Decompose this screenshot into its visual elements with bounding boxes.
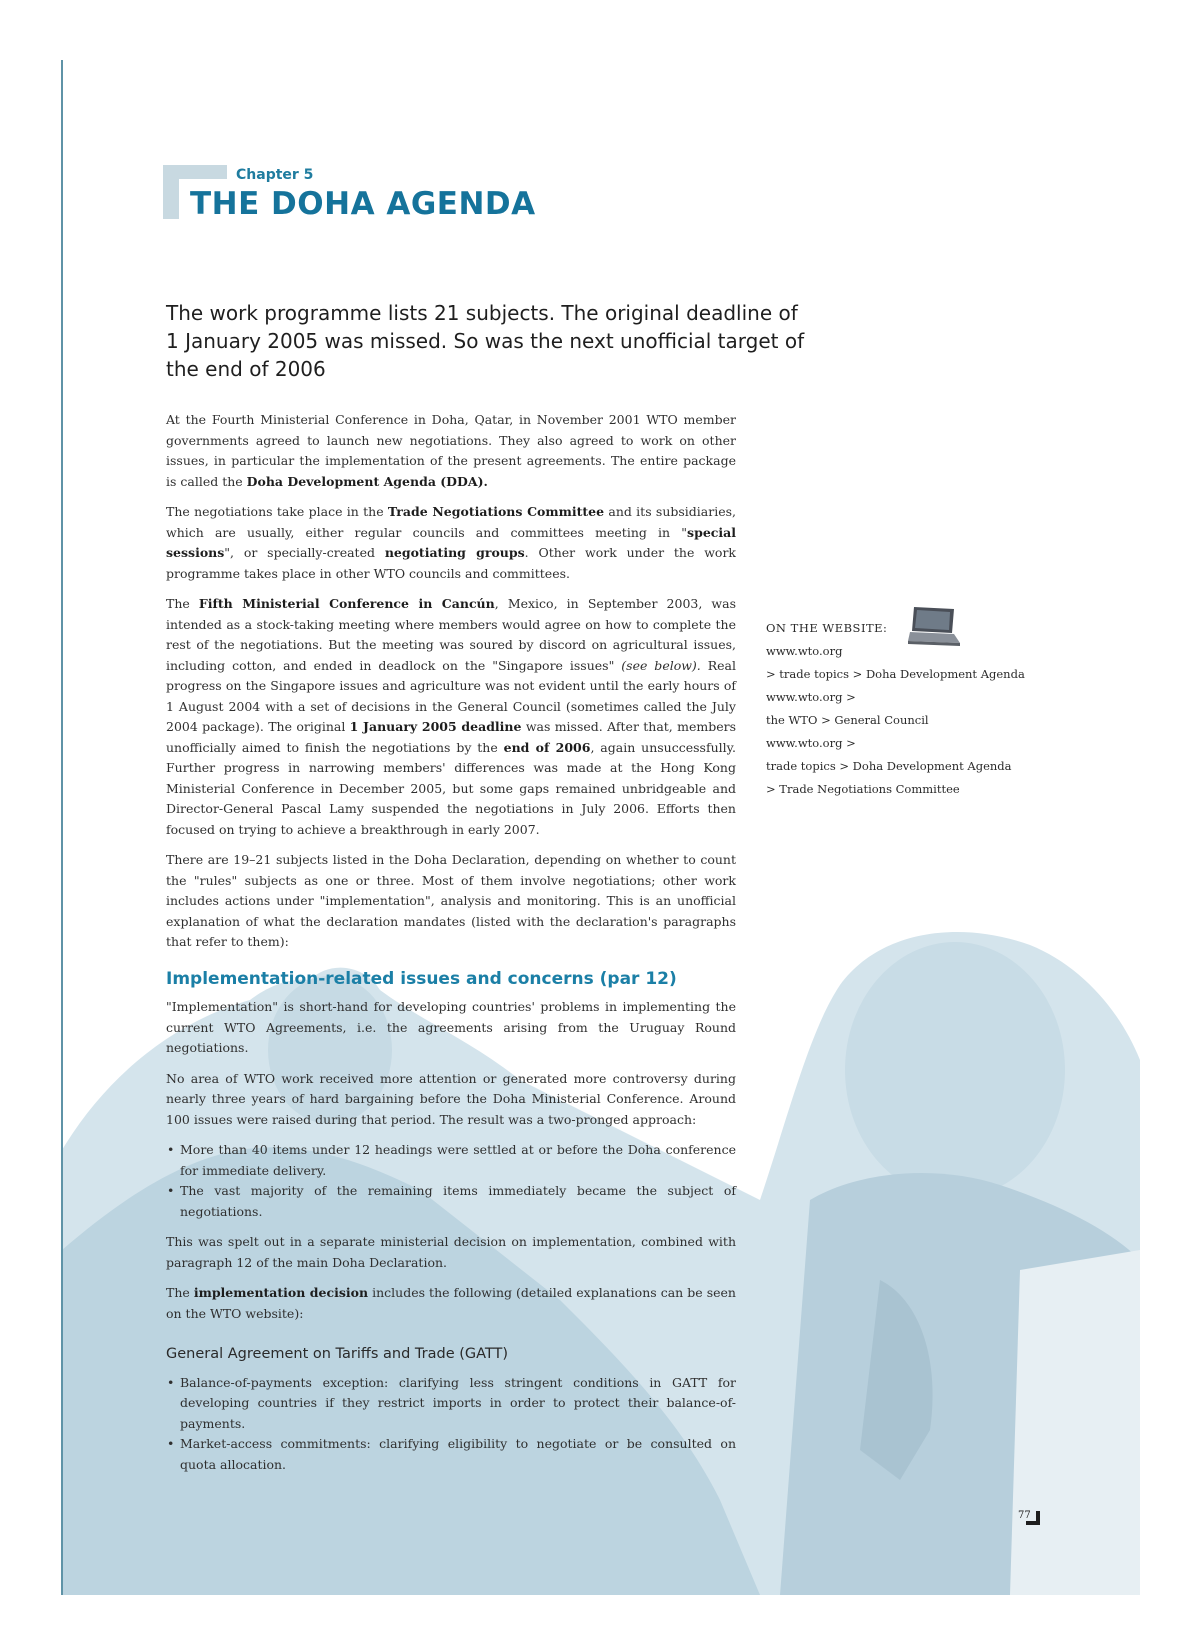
list-item: • Balance-of-payments exception: clarifying less stringent conditions in GATT for developing countries if they restrict imports in order to protect their balance-of-payments. <box>166 1373 736 1435</box>
implementation-paragraph-3: This was spelt out in a separate ministerial decision on implementation, combined with paragraph 12 of the main Doha Declaration. <box>166 1234 736 1270</box>
page-number: 77 <box>1018 1510 1031 1521</box>
sidebar-link-path: trade topics > Doha Development Agenda <box>766 759 1012 773</box>
sidebar-link-path: > Trade Negotiations Committee <box>766 782 960 796</box>
chapter-label: Chapter 5 <box>236 167 314 183</box>
list-item: • More than 40 items under 12 headings were settled at or before the Doha conference for immediate delivery. <box>166 1140 736 1181</box>
gatt-bullet-list <box>166 1373 736 1476</box>
gatt-heading: General Agreement on Tariffs and Trade (GATT) <box>166 1346 509 1362</box>
intro-paragraph-3: The Fifth Ministerial Conference in Cancún, Mexico, in September 2003, was intended as a stock-taking meeting where members would agree on how to complete the rest of the negotiations. But the meeting was soured by discord on agricultural issues, including cotton, and ended in deadlock on the "Singapore issues" (see below). Real progress on the Singapore issues and agriculture was not evident until the early hours of 1 August 2004 with a set of decisions in the General Council (sometimes called the July 2004 package). The original 1 January 2005 deadline was missed. After that, members unofficially aimed to finish the negotiations by the end of 2006, again unsuccessfully. Further progress in narrowing members' differences was made at the Hong Kong Ministerial Conference in December 2005, but some gaps remained unbridgeable and Director-General Pascal Lamy suspended the negotiations in July 2006. Efforts then focused on trying to achieve a breakthrough in early 2007. <box>166 596 737 837</box>
sidebar-link[interactable]: www.wto.org <box>766 644 843 658</box>
sidebar-link[interactable]: www.wto.org > <box>766 690 856 704</box>
main-column <box>166 410 736 1485</box>
page-corner-icon <box>1026 1511 1040 1525</box>
intro-paragraph-1: At the Fourth Ministerial Conference in Doha, Qatar, in November 2001 WTO member governments agreed to launch new negotiations. They also agreed to work on other issues, in particular the implementation of the present agreements. The entire package is called the Doha Development Agenda (DDA). <box>166 412 736 489</box>
sidebar-link-path: > trade topics > Doha Development Agenda <box>766 667 1025 681</box>
implementation-paragraph-2: No area of WTO work received more attention or generated more controversy during nearly three years of hard bargaining before the Doha Ministerial Conference. Around 100 issues were raised during that period. The result was a two-pronged approach: <box>166 1070 736 1127</box>
sidebar-link-path: the WTO > General Council <box>766 713 929 727</box>
chapter-title: THE DOHA AGENDA <box>190 186 536 222</box>
lead-summary: The work programme lists 21 subjects. The original deadline of 1 January 2005 was missed. So was the next unofficial target of the end of 2006 <box>166 301 805 381</box>
page-edge-rule <box>61 60 63 1595</box>
intro-paragraph-2: The negotiations take place in the Trade Negotiations Committee and its subsidiaries, which are usually, either regular councils and committees meeting in "special sessions", or specially-created negotiating groups. Other work under the work programme takes place in other WTO councils and committees. <box>166 504 737 581</box>
sidebar-link[interactable]: www.wto.org > <box>766 736 856 750</box>
implementation-paragraph-4: The implementation decision includes the following (detailed explanations can be seen on the WTO website): <box>166 1285 736 1321</box>
implementation-heading: Implementation-related issues and concerns (par 12) <box>166 968 677 989</box>
list-item: • Market-access commitments: clarifying eligibility to negotiate or be consulted on quota allocation. <box>166 1434 736 1475</box>
list-item: • The vast majority of the remaining items immediately became the subject of negotiations. <box>166 1181 736 1222</box>
sidebar-title: ON THE WEBSITE: <box>766 621 888 635</box>
website-sidebar <box>766 617 1066 801</box>
implementation-bullet-list <box>166 1140 736 1222</box>
intro-paragraph-4: There are 19–21 subjects listed in the Doha Declaration, depending on whether to count the "rules" subjects as one or three. Most of them involve negotiations; other work includes actions under "implementation", analysis and monitoring. This is an unofficial explanation of what the declaration mandates (listed with the declaration's paragraphs that refer to them): <box>166 852 736 949</box>
implementation-paragraph-1: "Implementation" is short-hand for developing countries' problems in implementing the current WTO Agreements, i.e. the agreements arising from the Uruguay Round negotiations. <box>166 999 736 1055</box>
